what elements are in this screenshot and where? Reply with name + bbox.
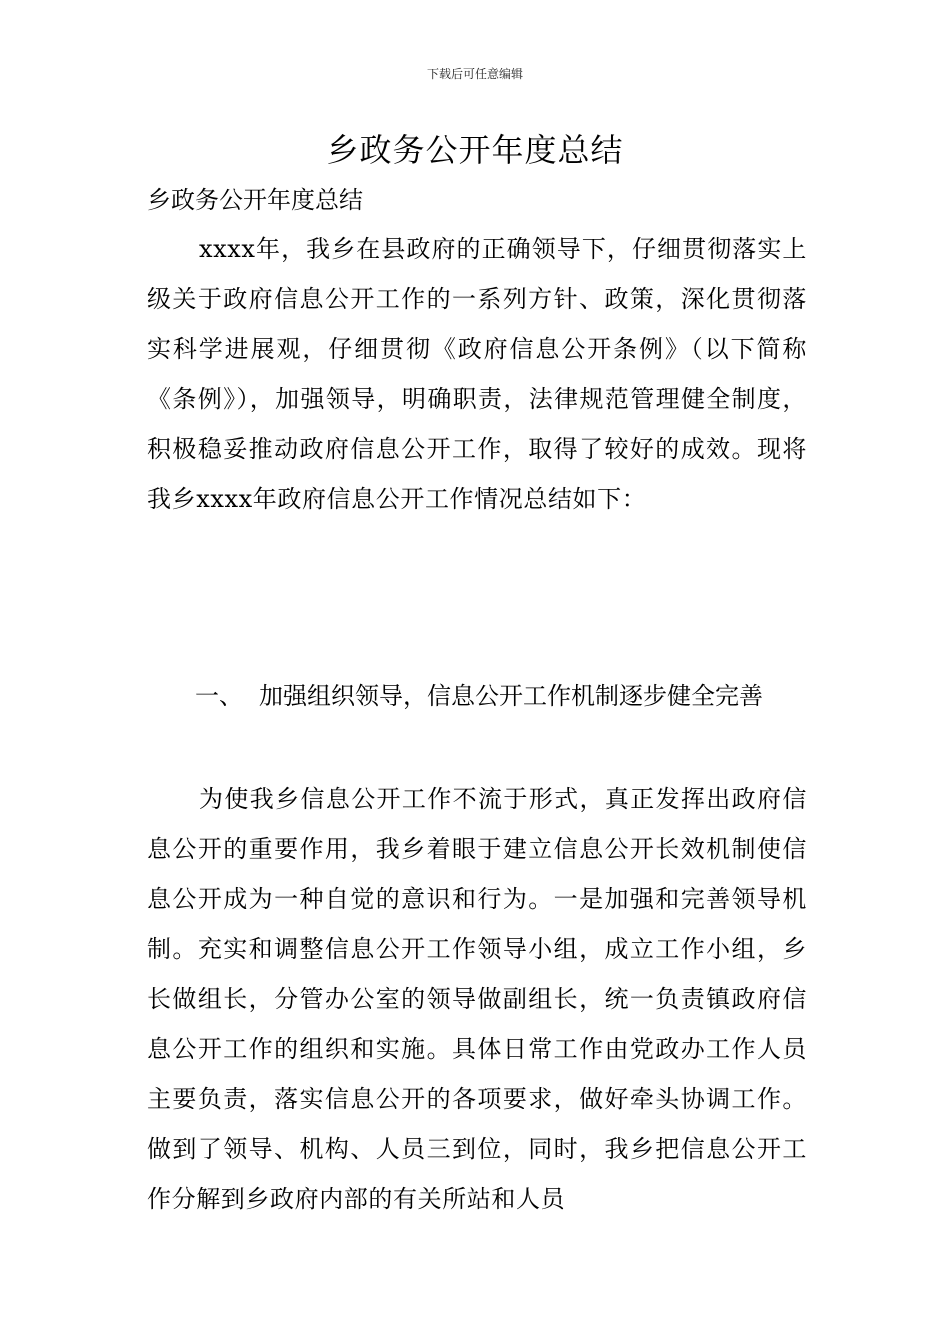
section-1-heading [195,676,763,716]
document-subtitle: 乡政务公开年度总结 [147,186,363,214]
intro-paragraph: xxxx年，我乡在县政府的正确领导下，仔细贯彻落实上级关于政府信息公开工作的一系列方针、政策，深化贯彻落实科学进展观，仔细贯彻《政府信息公开条例》（以下简称《条例》），加强领导，明确职责，法律规范管理健全制度，积极稳妥推动政府信息公开工作，取得了较好的成效。现将我乡xxxx年政府信息公开工作情况总结如下： [147,235,807,513]
section-1-heading-text: 加强组织领导，信息公开工作机制逐步健全完善 [259,682,763,710]
document-title: 乡政务公开年度总结 [326,131,624,169]
section-1-number: 一、 [195,682,243,710]
header-note: 下载后可任意编辑 [426,67,523,81]
section-1-paragraph: 为使我乡信息公开工作不流于形式，真正发挥出政府信息公开的重要作用，我乡着眼于建立信息公开长效机制使信息公开成为一种自觉的意识和行为。一是加强和完善领导机制。充实和调整信息公开工作领导小组，成立工作小组，乡长做组长，分管办公室的领导做副组长，统一负责镇政府信息公开工作的组织和实施。具体日常工作由党政办工作人员主要负责，落实信息公开的各项要求，做好牵头协调工作。做到了领导、机构、人员三到位，同时，我乡把信息公开工作分解到乡政府内部的有关所站和人员 [147,785,807,1213]
